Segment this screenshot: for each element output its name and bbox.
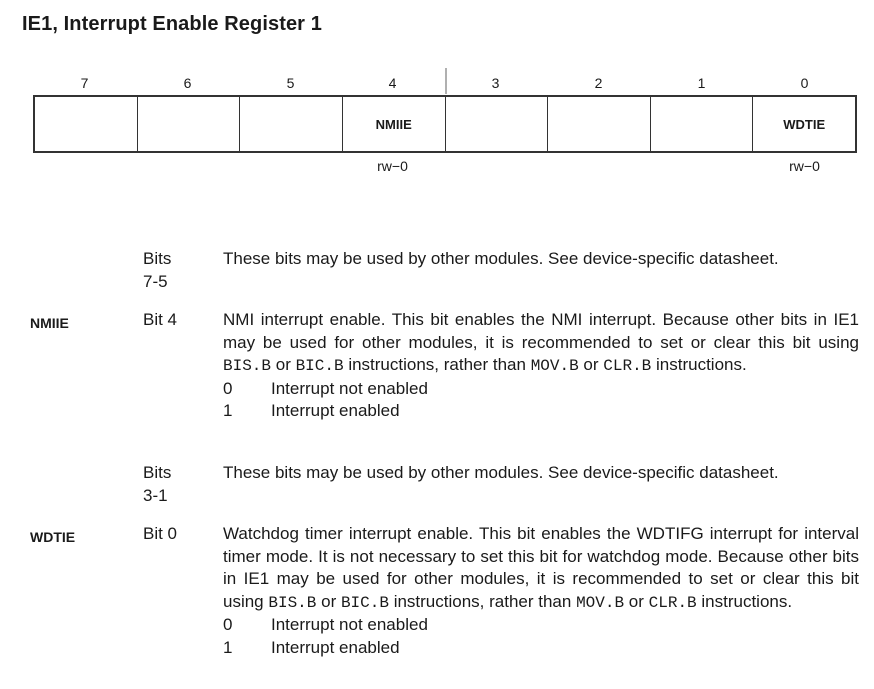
register-cell-bit5	[240, 97, 343, 151]
register-diagram	[33, 95, 857, 153]
bit-number: 3	[491, 75, 500, 91]
bit-number: 2	[594, 75, 603, 91]
bit-range-line: Bits	[143, 463, 172, 482]
option-row: 1 Interrupt enabled	[223, 401, 400, 420]
bit-number: 0	[800, 75, 809, 91]
bit-range-label: Bit 4	[143, 310, 178, 329]
access-type-bit4: rw−0	[377, 158, 408, 174]
option-row: 0 Interrupt not enabled	[223, 378, 428, 398]
bit-number: 4	[388, 75, 397, 91]
register-cell-bit2	[548, 97, 651, 151]
register-cell-bit7	[35, 97, 138, 151]
header-divider	[445, 68, 447, 94]
bit-range-line: Bits	[143, 249, 172, 268]
bit-number: 7	[80, 75, 89, 91]
field-name: WDTIE	[30, 529, 76, 545]
bit-range-label: Bit 0	[143, 524, 178, 543]
register-cell-bit6	[138, 97, 241, 151]
page-title: IE1, Interrupt Enable Register 1	[22, 13, 322, 35]
register-cell-bit3	[446, 97, 549, 151]
bit-range-line: 7-5	[143, 271, 168, 291]
bit-description: These bits may be used by other modules. See device-specific datasheet.	[223, 249, 779, 268]
register-cell-bit0: WDTIE	[783, 116, 826, 132]
bit-number: 5	[286, 75, 295, 91]
bit-range-label	[143, 248, 213, 293]
register-cell-bit1	[651, 97, 754, 151]
bit-number: 6	[183, 75, 192, 91]
bit-description: NMI interrupt enable. This bit enables the NMI interrupt. Because other bits in IE1 may be used for other modules, it is recommended to set or clear this bit using BIS.B or BIC.B instructions, rather than MOV.B or CLR.B instructions. 0 Interrupt not enabled 1 Interrupt enabled	[223, 309, 859, 423]
option-row: 1 Interrupt enabled	[223, 637, 400, 657]
bit-number: 1	[697, 75, 706, 91]
field-name: NMIIE	[30, 315, 69, 331]
bit-description: These bits may be used by other modules. See device-specific datasheet.	[223, 463, 779, 482]
bit-range-line: 3-1	[143, 485, 168, 505]
access-type-bit0: rw−0	[789, 158, 820, 174]
register-cell-bit4: NMIIE	[343, 97, 446, 151]
bit-description: Watchdog timer interrupt enable. This bit enables the WDTIFG interrupt for interval timer mode. It is not necessary to set this bit for watchdog mode. Because other bits in IE1 may be used for other modules, it is recommended to set or clear this bit using BIS.B or BIC.B instructions, rather than MOV.B or CLR.B instructions. 0 Interrupt not enabled 1 Interrupt enabled	[223, 523, 859, 659]
option-row: 0 Interrupt not enabled	[223, 615, 428, 634]
bit-range-label	[143, 462, 213, 507]
